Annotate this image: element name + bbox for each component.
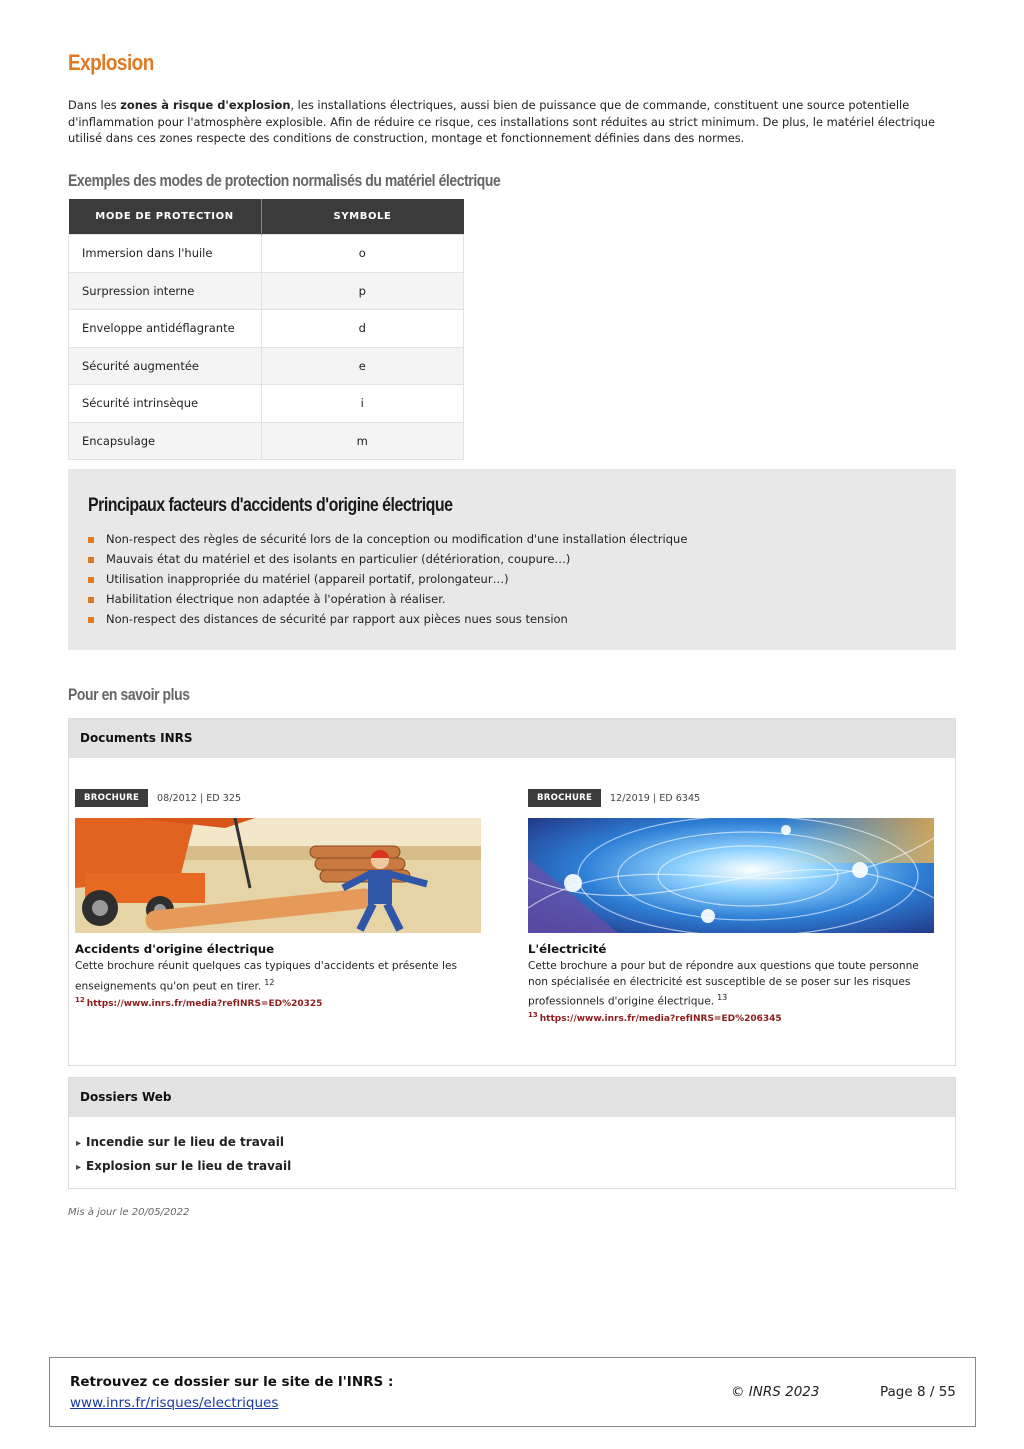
document-link[interactable]: $^{12}$ https://www.inrs.fr/media?refINRS=ED%20325 — [75, 995, 323, 1009]
list-item: Non-respect des distances de sécurité par rapport aux pièces nues sous tension — [88, 610, 687, 630]
factors-title: Principaux facteurs d'accidents d'origine électrique — [88, 495, 453, 516]
mode-cell: Sécurité intrinsèque — [69, 385, 262, 423]
list-item: Habilitation électrique non adaptée à l'opération à réaliser. — [88, 590, 687, 610]
accident-factors-box — [68, 469, 956, 650]
footnote-ref: 13 — [717, 993, 728, 1002]
update-date: Mis à jour le 20/05/2022 — [68, 1207, 190, 1218]
document-meta: 08/2012 | ED 325 — [157, 792, 242, 804]
document-title[interactable]: Accidents d'origine électrique — [75, 942, 275, 956]
documents-panel — [68, 718, 956, 1066]
symbol-cell: p — [261, 272, 464, 310]
mode-cell: Surpression interne — [69, 272, 262, 310]
list-item: Non-respect des règles de sécurité lors de la conception ou modification d'une installation électrique — [88, 530, 687, 550]
column-header-symbol: SYMBOLE — [261, 199, 464, 235]
document-card[interactable] — [528, 789, 936, 1024]
protection-modes-table — [68, 199, 464, 460]
document-type-badge: BROCHURE — [528, 789, 601, 807]
page-number: Page 8 / 55 — [880, 1384, 956, 1400]
mode-cell: Enveloppe antidéflagrante — [69, 310, 262, 348]
page-footer — [49, 1357, 976, 1427]
document-description: Cette brochure a pour but de répondre aux questions que toute personne non spécialisée en électricité est susceptible de se poser sur les risques professionnels d'origine électrique. $^{13}$ — [528, 960, 919, 1008]
symbol-cell: i — [261, 385, 464, 423]
web-dossiers-panel — [68, 1077, 956, 1189]
copyright: © INRS 2023 — [731, 1384, 820, 1400]
electricity-illustration[interactable] — [528, 818, 934, 933]
symbol-cell: d — [261, 310, 464, 348]
factors-list — [88, 530, 687, 630]
footer-title: Retrouvez ce dossier sur le site de l'INRS : — [70, 1374, 394, 1390]
table-row — [69, 422, 464, 460]
table-row — [69, 235, 464, 273]
footer-url-link[interactable]: www.inrs.fr/risques/electriques — [70, 1395, 279, 1411]
web-dossier-link[interactable]: ▸ Incendie sur le lieu de travail — [76, 1131, 955, 1155]
document-link[interactable]: $^{13}$ https://www.inrs.fr/media?refINRS=ED%206345 — [528, 1011, 782, 1025]
table-title: Exemples des modes de protection normalisés du matériel électrique — [68, 171, 501, 190]
document-type-badge: BROCHURE — [75, 789, 148, 807]
table-row — [69, 385, 464, 423]
table-row — [69, 272, 464, 310]
list-item: Mauvais état du matériel et des isolants en particulier (détérioration, coupure…) — [88, 550, 687, 570]
mode-cell: Immersion dans l'huile — [69, 235, 262, 273]
table-row — [69, 310, 464, 348]
symbol-cell: e — [261, 347, 464, 385]
intro-paragraph: Dans les zones à risque d'explosion, les installations électriques, aussi bien de puissance que de commande, constituent une source potentielle d'inflammation pour l'atmosphère explosible. Afin de réduire ce risque, ces installations sont réduites au strict minimum. De plus, le matériel électrique utilisé dans ces zones respecte des conditions de construction, montage et fonctionnement définies dans des normes. — [68, 98, 935, 145]
mode-cell: Encapsulage — [69, 422, 262, 460]
table-row — [69, 347, 464, 385]
list-item: Utilisation inappropriée du matériel (appareil portatif, prolongateur…) — [88, 570, 687, 590]
column-header-mode: MODE DE PROTECTION — [69, 199, 262, 235]
document-meta: 12/2019 | ED 6345 — [610, 792, 701, 804]
footnote-ref: 12 — [264, 977, 275, 987]
symbol-cell: m — [261, 422, 464, 460]
document-card[interactable] — [75, 789, 483, 1009]
symbol-cell: o — [261, 235, 464, 273]
documents-header: Documents INRS — [69, 719, 955, 758]
mode-cell: Sécurité augmentée — [69, 347, 262, 385]
web-dossier-link[interactable]: ▸ Explosion sur le lieu de travail — [76, 1155, 955, 1179]
document-description: Cette brochure réunit quelques cas typiques d'accidents et présente les enseignements qu'on peut en tirer. $^{12}$ — [75, 960, 458, 993]
document-title[interactable]: L'électricité — [528, 942, 607, 956]
accident-illustration[interactable] — [75, 818, 481, 933]
web-dossiers-header: Dossiers Web — [69, 1078, 955, 1117]
section-title: Explosion — [68, 50, 154, 75]
web-dossiers-list — [69, 1117, 955, 1179]
more-info-title: Pour en savoir plus — [68, 685, 190, 704]
